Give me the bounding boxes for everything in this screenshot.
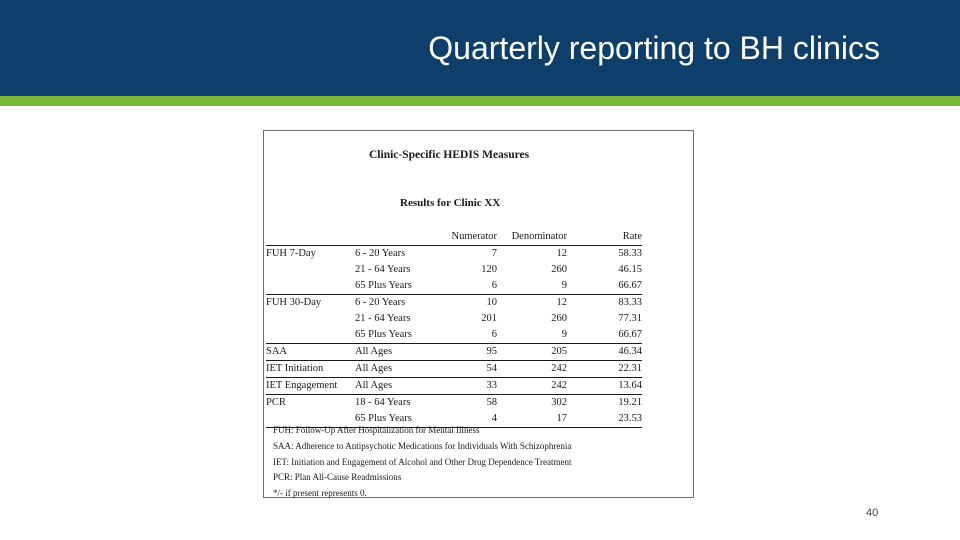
age-group-cell: 21 - 64 Years — [355, 313, 411, 324]
table-row — [266, 278, 642, 295]
hedis-report-image — [263, 130, 694, 498]
footnote-line: */- if present represents 0. — [273, 488, 367, 499]
denominator-cell: 17 — [497, 411, 567, 428]
measure-cell — [266, 327, 355, 344]
table-row — [266, 327, 642, 344]
rate-cell: 23.53 — [567, 411, 642, 428]
page-number: 40 — [866, 507, 879, 519]
rate-cell: 46.34 — [567, 344, 642, 361]
rate-cell: 19.21 — [618, 397, 642, 408]
age-group-cell: 65 Plus Years — [355, 411, 442, 428]
denominator-cell: 12 — [556, 297, 567, 308]
footnotes — [273, 423, 571, 502]
age-group-cell: 6 - 20 Years — [355, 248, 406, 259]
table-header-row — [266, 229, 642, 246]
rate-cell: 77.31 — [618, 313, 642, 324]
hedis-results-table — [266, 229, 642, 428]
measure-cell: FUH 30-Day — [266, 297, 322, 308]
footnote-line: SAA: Adherence to Antipsychotic Medications for Individuals With Schizophrenia — [273, 440, 572, 451]
rate-cell: 66.67 — [567, 327, 642, 344]
numerator-cell: 33 — [442, 378, 497, 395]
rate-cell: 58.33 — [618, 248, 642, 259]
column-header-numerator: Numerator — [442, 229, 497, 246]
measure-cell: PCR — [266, 397, 286, 408]
table-row — [266, 311, 642, 327]
numerator-cell: 6 — [442, 327, 497, 344]
table-row — [266, 295, 642, 312]
rate-cell: 83.33 — [618, 297, 642, 308]
denominator-cell: 9 — [497, 327, 567, 344]
numerator-cell: 6 — [442, 278, 497, 295]
column-header-rate: Rate — [567, 229, 642, 246]
age-group-cell: All Ages — [355, 344, 442, 361]
column-header-denominator: Denominator — [497, 229, 567, 246]
age-group-cell: All Ages — [355, 378, 442, 395]
footnote-line: PCR: Plan All-Cause Readmissions — [273, 472, 402, 483]
numerator-cell: 54 — [442, 361, 497, 378]
table-row — [266, 246, 642, 263]
measure-cell: IET Engagement — [266, 378, 355, 395]
measure-cell: FUH 7-Day — [266, 248, 316, 259]
footnote-line: IET: Initiation and Engagement of Alcohol and Other Drug Dependence Treatment — [273, 456, 572, 467]
denominator-cell: 242 — [497, 378, 567, 395]
numerator-cell: 7 — [491, 248, 497, 259]
column-header-age — [355, 229, 442, 246]
column-header-measure — [266, 229, 355, 246]
rate-cell: 66.67 — [567, 278, 642, 295]
numerator-cell: 4 — [442, 411, 497, 428]
report-subtitle: Results for Clinic XX — [400, 197, 501, 209]
table-row — [266, 378, 642, 395]
age-group-cell: 65 Plus Years — [355, 278, 442, 295]
measure-cell — [266, 262, 355, 278]
numerator-cell: 95 — [442, 344, 497, 361]
measure-cell — [266, 278, 355, 295]
table-row — [266, 395, 642, 412]
denominator-cell: 260 — [551, 313, 567, 324]
age-group-cell: All Ages — [355, 361, 442, 378]
rate-cell: 13.64 — [567, 378, 642, 395]
report-title: Clinic-Specific HEDIS Measures — [369, 149, 530, 161]
denominator-cell: 12 — [556, 248, 567, 259]
denominator-cell: 9 — [497, 278, 567, 295]
accent-stripe — [0, 96, 960, 106]
table-row — [266, 361, 642, 378]
denominator-cell: 242 — [497, 361, 567, 378]
age-group-cell: 18 - 64 Years — [355, 397, 411, 408]
numerator-cell: 120 — [481, 264, 497, 275]
denominator-cell: 205 — [497, 344, 567, 361]
denominator-cell: 260 — [551, 264, 567, 275]
title-banner — [0, 0, 960, 96]
numerator-cell: 10 — [486, 297, 497, 308]
numerator-cell: 201 — [481, 313, 497, 324]
slide-title: Quarterly reporting to BH clinics — [428, 30, 880, 66]
table-row — [266, 262, 642, 278]
denominator-cell: 302 — [551, 397, 567, 408]
age-group-cell: 65 Plus Years — [355, 327, 442, 344]
measure-cell: IET Initiation — [266, 361, 355, 378]
footnote-line: FUH: Follow-Up After Hospitalization for Mental Illness — [273, 425, 480, 435]
age-group-cell: 6 - 20 Years — [355, 297, 406, 308]
numerator-cell: 58 — [486, 397, 497, 408]
table-row — [266, 344, 642, 361]
measure-cell — [266, 311, 355, 327]
age-group-cell: 21 - 64 Years — [355, 264, 411, 275]
rate-cell: 46.15 — [618, 264, 642, 275]
measure-cell: SAA — [266, 344, 355, 361]
rate-cell: 22.31 — [567, 361, 642, 378]
